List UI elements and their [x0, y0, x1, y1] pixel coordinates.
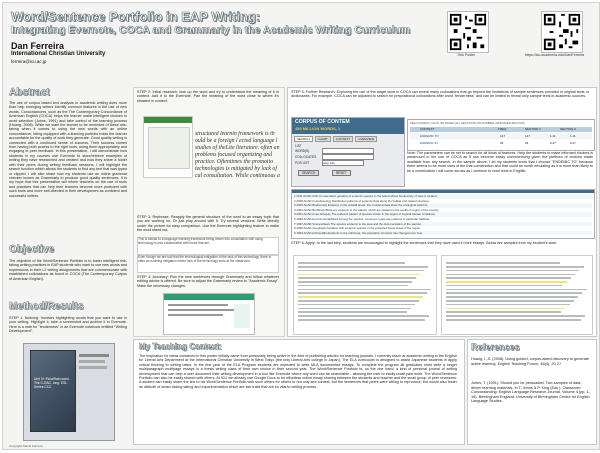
sample-text-line [298, 262, 405, 264]
text-line [79, 366, 107, 369]
coca-result-freq: 36 [500, 141, 504, 145]
sample-text-line [446, 281, 567, 283]
sample-text-line [446, 311, 561, 313]
coca-tab-search[interactable]: SEARCH [294, 136, 313, 142]
references-heading: References [471, 342, 520, 352]
coca-tab-context[interactable]: CONTEXT [333, 136, 353, 142]
sample-text-line [298, 285, 408, 287]
qr-poster-icon [448, 12, 488, 52]
coca-search-button[interactable]: SEARCH [298, 170, 319, 176]
sample-text-line [446, 300, 574, 302]
coca-header-section-1: SECTION 1 [525, 127, 541, 131]
concordance-line[interactable]: 1 2011 ACAD IJAH Conservation genetics of endemic species in the island where biodiversity of sites is located. [294, 194, 592, 199]
concordance-line[interactable]: 9 1993 ACAD ArchivesBio Endemic to the rainforest, the population structure has changed over time. [294, 231, 592, 236]
sample-text-line [446, 266, 584, 268]
concordance-line[interactable]: 4 2003 ACAD BirdStudy Birds are endemic to the islands, which are isolated in the southern region of the country. [294, 207, 440, 212]
sample-text-line [298, 300, 419, 302]
grammarly-screenshot [163, 293, 255, 335]
reference-2: Johns, T. (1991). Should you be persuaded: Two samples of data-driven learning materials. In T. Johns & P. King (Eds.), Classroom Concordancing: English Language Research Journal, Volume 4 (pp. 1-16). Birmingham England: University of Birmingham Centre for English Language Studies. [471, 381, 590, 404]
sample-text-line [298, 270, 424, 272]
author-name: Dan Ferreira [11, 41, 65, 51]
sample-text-line [446, 296, 578, 298]
sample-text-line [298, 304, 415, 306]
step1-text: STEP 1: Noticing: Involves highlighting words that you want to use in your writing. Highlight it, take a screenshot and archive it in Evernote. Here is a note for "tenderness" in an Evernote notebook entitled "Writing Development". [9, 316, 127, 334]
concordance-header-bar [292, 190, 594, 193]
coca-tab-overview[interactable]: OVERVIEW [355, 136, 377, 142]
book-cover-text: Unit IV: Fluid/Rain-ward. The C-RAC, long. ESL Series CXC. [34, 377, 70, 389]
qr-academia-icon [542, 12, 582, 52]
coca-results-header [410, 127, 592, 132]
step2-text: STEP 2: Initial research: look up the word and try to understand the meaning of it in context. Add it to the Evernote. Pair the meaning of the word close to where it's situated in context. [137, 90, 279, 103]
sample-text-line [298, 292, 427, 294]
qr-poster-label: This Poster [457, 53, 476, 57]
text-line [79, 360, 105, 363]
objective-body: The objective of the Word/Sentence Portfolio is to foster intelligent risk-taking writing practices in EAP students who want to use new words and expressions in their L2 writing assignments that are commensurate with established collocations as found in COCA (The Contemporary Corpus of American English). [9, 259, 127, 281]
qr-code-academia[interactable] [541, 11, 583, 53]
coca-reset-button[interactable]: RESET [332, 170, 351, 176]
coca-tab-chart[interactable]: CHART [315, 136, 331, 142]
evernote-note [148, 127, 190, 169]
step2-quote-image: structured learnin framework is th ould be a foreign l ected language l studies of theLite literature. often an problems focused organizing and practice. Oftentimes the promotio technologies is mitigated by lack of cal consultation. While continuous a [195, 131, 280, 179]
sample-text-line [446, 308, 565, 310]
step3-text: STEP 3: Rephrase: Reapply the general structure of the word to an essay topic that you are working on. Or just play around with it. Try several versions. Write directly under the picture for easy comparison. Use the Evernote highlighting feature to make the word stand out. [137, 215, 279, 233]
grammarly-sidebar [234, 304, 250, 328]
sample-text-line [298, 308, 411, 310]
table-row[interactable] [410, 133, 592, 139]
sample-text-line [298, 277, 416, 279]
text-line [168, 304, 228, 306]
sample-text-line [446, 274, 575, 276]
concordance-table [291, 189, 595, 239]
concordance-line[interactable]: 5 2001 ACAD Amer.Antiquity The endemic pattern of species shown in the region of tropical climate conditions. [294, 212, 592, 217]
copyright: Copyright Daniel Ferreira [9, 444, 43, 448]
sample-text-line [446, 277, 571, 279]
step4-text: STEP 4: Accuracy: Run the new sentences through Grammarly and follow whatever editing advice is offered. Be sure to adjust the Grammarly review to "Academic Essay". Make the necessary changes. [137, 275, 279, 288]
concordance-line[interactable]: 2 2008 ACAD ForestGeology Distribution patterns of endemic flora along the habitat and related structure. [294, 198, 430, 203]
coca-word-count: 450 MILLION WORDS, 1 [295, 126, 341, 131]
student-sample-2 [441, 255, 593, 335]
coca-collocates-label: COLLOCATES [295, 155, 317, 159]
step1-screenshot [23, 343, 115, 441]
step5-text: STEP 5: Further Research: Exploring the use of the target word in COCA can reveal many collocations that go beyond the limitations of sample sentences provided in original texts or dictionaries. For example, COCA can be adjusted to search for prepositional collocations after word "tenderness" and can be limited to reveal only sample texts in academic sources. [291, 90, 589, 99]
coca-pos-select[interactable]: prep.ALL [322, 160, 364, 166]
reference-1: Huang, I.-S. (2008). Using guided, corpus-aided discovery to generate active learning. English Teaching Forum, 46(4), 20-27. [471, 357, 589, 366]
text-line [168, 309, 238, 311]
sample-text-line [446, 304, 570, 306]
objective-heading: Objective [9, 244, 55, 255]
poster [2, 2, 600, 450]
sample-text-line [298, 319, 425, 321]
text-line [79, 354, 109, 357]
coca-header-section-2: SECTION 2 [560, 127, 576, 131]
sample-text-line [298, 274, 420, 276]
student-sample-1-lines [298, 260, 432, 323]
coca-result-s1b: 0.27 [550, 141, 556, 145]
coca-header-freq: FREQ [498, 127, 507, 131]
coca-results-caption: SEE CONTEXT: CLICK ON WORD (ALL SECTIONS) OR NUMBER (SPECIFIED SECTION) [410, 121, 525, 125]
sample-text-line [446, 262, 560, 264]
method-heading: Method/Results [9, 301, 84, 312]
evernote-screenshot [143, 116, 193, 178]
sample-text-line [446, 319, 581, 321]
student-sample-1 [293, 255, 437, 335]
affiliation: International Christian University [11, 51, 106, 57]
student-sample-2-lines [446, 260, 588, 323]
step6-text: STEP 6: Apply: In the last step, students are encouraged to highlight the sentences that they have used in their essays. Below are samples from my student's work. [291, 241, 558, 245]
sample-text-line [298, 289, 431, 291]
coca-result-s2: 0.27 [570, 141, 576, 145]
qr-academia-label: https://icu.academia.edu/DanFerreira [525, 53, 585, 57]
text-line [168, 314, 223, 316]
sample-text-line [298, 311, 407, 313]
grammarly-toolbar [164, 294, 254, 300]
qr-code-poster[interactable] [447, 11, 489, 53]
sample-text-line [446, 289, 587, 291]
coca-result-s1: 147 [525, 134, 531, 138]
coca-result-s1b: 1.11 [550, 134, 556, 138]
step3-note-1: This is similar to a language learning framework being driven into consultation with using technology is less collaboration with those that are. [137, 237, 279, 255]
concordance-line[interactable]: 6 1999 ACAD EnvironmentalNews Among the species, numerous types are endemic to particular habitats. [294, 216, 430, 221]
sample-text-line [298, 281, 412, 283]
abstract-body: The use of corpus based text analysis in academic writing does more than help emerging writers identify common features in the use of new words. Concordancers, such as the The Contemporary Concordance of American English (COCA) helps the learner make intelligent choices in word selection (Johns, 1991) and take control of the learning process (Huang, 2008). While we want the learner to be reminded of these mis-taking when it comes to using the new words with an online concordancer, being equipped with a learning portfolio holds the learner accountable for the quality of work they generate. Good quality writing is connected with a continued sense of success. Their success comes from having both access to the right tools, using them appropriately and engaging in peer feedback. In this presentation, I will demonstrate how students in my courses use Evernote to store/retrieve examples of writing they have researched and created and how they share a folder with their peers during writing feedback sessions. I will highlight the search function which allows the students to find any text that was typed or clipped. I will also share how my students use an online grammar checker known as Grammarly to produce good quality sentences. It is my hope that this presentation will inform teachers on the use of tools and practices that can help their learners become more proficient with such tools and more self-directed in their development as confident and successful writers. [9, 101, 127, 198]
evernote-toolbar [144, 117, 192, 123]
teaching-context-heading: My Teaching Context: [139, 342, 222, 351]
concordance-line[interactable]: 3 2005 ACAD Biodiversity Endemic to the coastal areas, the structural data show the ecological patterns. [294, 203, 592, 208]
step5-note: Note: The parameters can be set to search for all kinds of features. Help the students to make informed choices is paramount in the use of COCA as it can become easily overwhelming given the plethora of choices made available from any search. In the sample above, I let my students know that I choose "ENDEMIC TO" because there seems to be more uses of the that combination and that could be worth emulating as it is more than likely to be a combination I will come across as I continue to read texts in English. [407, 151, 593, 173]
sample-text-line [298, 296, 423, 298]
book-cover-image [30, 350, 76, 432]
coca-words-label: WORD(S) [295, 149, 310, 153]
coca-result-word[interactable]: ENDEMIC IN [420, 141, 438, 145]
concordance-lines [294, 194, 592, 235]
coca-result-s2: 1.11 [570, 134, 576, 138]
concordance-line[interactable]: 7 1997 ACAD ScienceNews The species endemic to the area and the documentation of the sample. [294, 222, 592, 227]
concordance-line[interactable]: 8 1995 ACAD Geography Isolation with endemic species in the protected forest areas of the region. [294, 226, 421, 231]
abstract-heading: Abstract [9, 87, 50, 98]
table-row[interactable] [410, 140, 592, 146]
step3-note-2: Even though we are told that the technological mitigation of the lack of this technology, there is often an evolving mitigation where lack of the technology tools at the classroom. [137, 255, 279, 273]
coca-tabs [294, 136, 377, 142]
poster-title: Word/Sentence Portfolio in EAP Writing: [11, 9, 261, 24]
coca-header [292, 118, 404, 134]
coca-results [407, 119, 595, 151]
author-email: ferreira@icu.ac.jp [11, 59, 47, 64]
coca-list-label: LIST [295, 144, 302, 148]
sample-text-line [446, 270, 579, 272]
coca-header-context: CONTEXT [420, 127, 435, 131]
coca-screenshot [291, 117, 405, 187]
coca-result-freq: 147 [500, 134, 506, 138]
coca-pos-label: POS LIST [295, 161, 310, 165]
coca-logo: CORPUS OF CONTEM [295, 119, 350, 125]
coca-result-word[interactable]: ENDEMIC TO [420, 134, 439, 138]
sample-text-line [298, 315, 429, 317]
sample-text-line [446, 292, 582, 294]
poster-subtitle: Integrating Evernote, COCA and Grammarly in the Academic Writing Curriculum [11, 24, 411, 36]
sample-text-line [298, 266, 428, 268]
coca-result-s1: 36 [525, 141, 529, 145]
sample-text-line [446, 315, 585, 317]
sample-text-line [446, 285, 562, 287]
teaching-context-body: The inspiration for ideas contained in this poster initially came from personally being active in the field of publishing articles for teaching journals. I currently teach at academic writing in the English for Liberal Arts Department at the International Christian University in West Tokyo (the only Liberal Arts college in Japan). The ELA curriculum is designed to assist Japanese students in apply critical thinking to writing tasks. In the first year of the ELA Program students are expected to write MLA documented essays. To complete the program all graduates must write a longer multiparagraph multipage essays in a thesis writing class of their own choice in their second year. The Word/Sentence Portfolio is, on the one hand, a kind of personal journal of writing development that can help a user document their writing development in a tool like Evernote where any word can be searchable - allowing the user to easily recall past work. The Word/Sentence Portfolio can also be easily shared with others. At ICU we already use Google Docs to for effortless online essay sharing between the students and teacher and the small group of peer reviewers. A student can easily share the link to his Word/Sentence Portfolio with such others for others to not only see context, but the sentences that peers were willing to reproduce, but would also foster an attitude of smart-risking taking and experimentation which are two traits that are so vital to writing process. [139, 354, 457, 389]
